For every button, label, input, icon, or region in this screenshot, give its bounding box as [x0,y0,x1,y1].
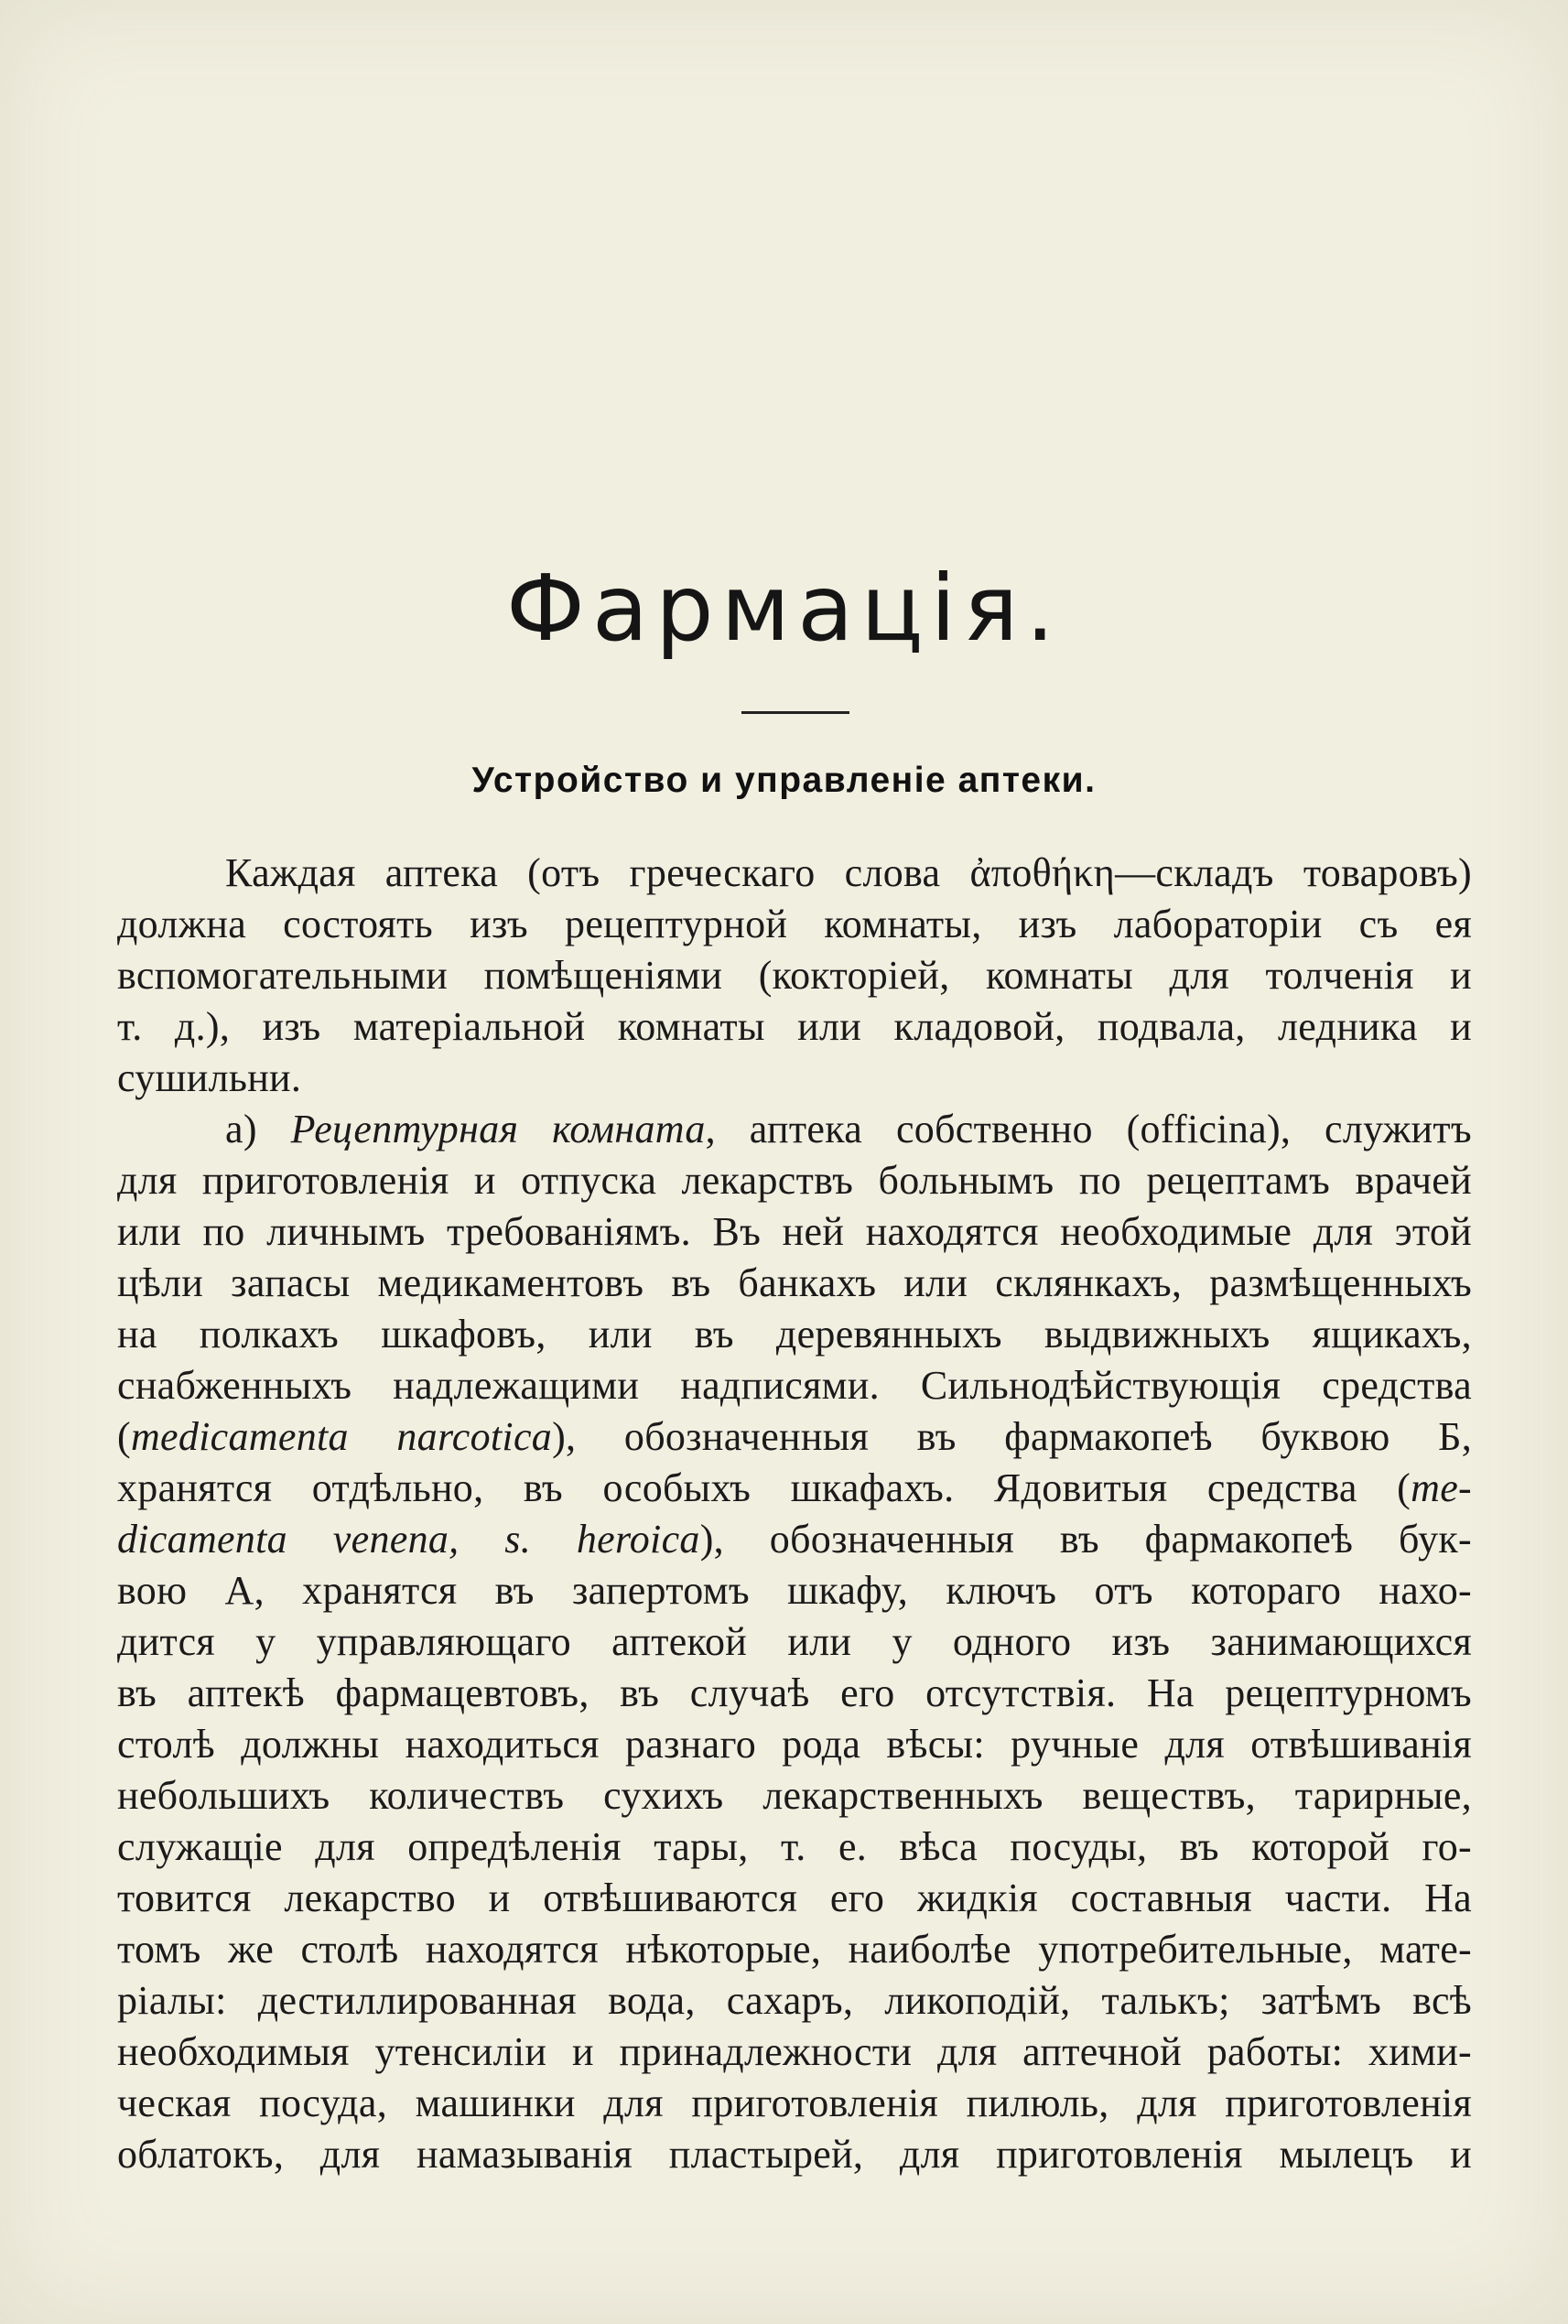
text-line: служащіе для опредѣленія тары, т. е. вѣса посуды, въ которой го- [117,1824,1472,1869]
text-line: вспомогательными помѣщеніями (кокторіей, комнаты для толченія и [117,953,1472,998]
text-line: должна состоять изъ рецептурной комнаты, изъ лабораторіи съ ея [117,902,1472,946]
italic-term: Рецептурная комната [290,1107,706,1151]
text-line: т. д.), изъ матеріальной комнаты или кладовой, подвала, ледника и [117,1004,1472,1049]
text-line: облатокъ, для намазыванія пластырей, для приготовленія мылецъ и [117,2132,1472,2177]
text-line: ческая посуда, машинки для приготовленія пилюль, для приготовленія [117,2081,1472,2125]
text-fragment: , аптека собственно (officina), служитъ [705,1107,1472,1151]
text-fragment: ), обозначенныя въ фармакопеѣ буквою Б, [552,1414,1472,1459]
text-line: въ аптекѣ фармацевтовъ, въ случаѣ его отсутствія. На рецептурномъ [117,1670,1472,1715]
italic-term: me- [1411,1465,1472,1510]
text-fragment: ), обозначенныя въ фармакопеѣ бук- [699,1517,1472,1562]
text-line: цѣли запасы медикаментовъ въ банкахъ или склянкахъ, размѣщенныхъ [117,1260,1472,1305]
page-title: Фармація. [505,555,1063,662]
text-line: томъ же столѣ находятся нѣкоторые, наиболѣе употребительные, мате- [117,1927,1472,1972]
text-line: снабженныхъ надлежащими надписями. Сильнодѣйствующія средства [117,1363,1472,1408]
text-line: необходимыя утенсиліи и принадлежности для аптечной работы: хими- [117,2029,1472,2074]
text-line: сушильни. [117,1055,302,1100]
text-line: ріалы: дестиллированная вода, сахаръ, ликоподій, талькъ; затѣмъ всѣ [117,1978,1472,2023]
text-line [117,1104,1472,1155]
text-line: Каждая аптека (отъ греческаго слова ἀποθήκη—складъ товаровъ) [225,850,1472,895]
text-line: на полкахъ шкафовъ, или въ деревянныхъ выдвижныхъ ящикахъ, [117,1312,1472,1357]
italic-term: medicamenta narcotica [130,1414,553,1459]
text-line: для приготовленія и отпуска лекарствъ больнымъ по рецептамъ врачей [117,1158,1472,1203]
text-line: вою А, хранятся въ запертомъ шкафу, ключъ отъ котораго нахо- [117,1568,1472,1613]
body-text [117,848,1472,2180]
text-line [117,1411,1472,1463]
text-line [117,1463,1472,1514]
text-line: или по личнымъ требованіямъ. Въ ней находятся необходимые для этой [117,1209,1472,1254]
italic-term: dicamenta venena, s. heroica [117,1517,700,1562]
text-line: небольшихъ количествъ сухихъ лекарственныхъ веществъ, тарирные, [117,1773,1472,1818]
title-divider [741,711,849,714]
text-fragment: хранятся отдѣльно, въ особыхъ шкафахъ. Ядовитыя средства ( [117,1465,1411,1510]
text-line: столѣ должны находиться разнаго рода вѣсы: ручные для отвѣшиванія [117,1722,1472,1767]
text-line: дится у управляющаго аптекой или у одного изъ занимающихся [117,1619,1472,1664]
text-line [117,1514,1472,1565]
text-fragment: ( [117,1414,131,1459]
section-heading: Устройство и управленіе аптеки. [471,761,1097,800]
text-line: товится лекарство и отвѣшиваются его жидкія составныя части. На [117,1875,1472,1920]
list-marker: а) [225,1107,291,1151]
